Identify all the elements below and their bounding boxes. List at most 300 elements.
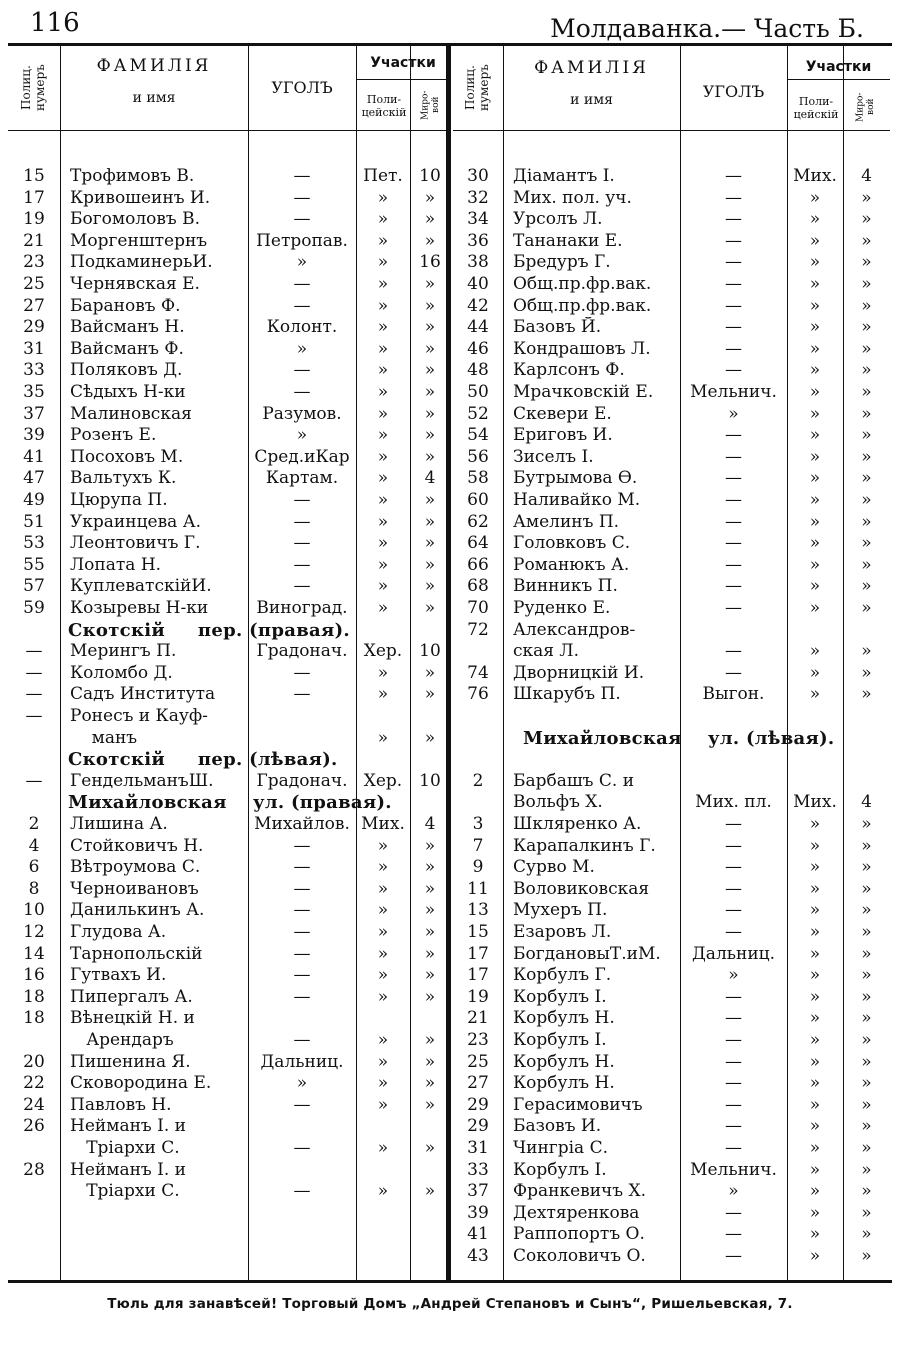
page-number: 116 [30, 8, 80, 38]
cell-num: 51 [23, 511, 45, 532]
cell-num: 17 [467, 965, 489, 986]
cell-name: Тріархи С. [70, 1138, 180, 1158]
cell-num: 33 [467, 1159, 489, 1180]
table-row [8, 512, 450, 534]
cell-name: Общ.пр.фр.вак. [513, 274, 652, 294]
cell-num: 60 [467, 490, 489, 510]
col-header-number: Полиц. нумеръ [463, 64, 491, 112]
cell-num: 41 [467, 1224, 489, 1245]
cell-corner: — [725, 468, 742, 489]
cell-num: 28 [23, 1159, 45, 1180]
cell-mir: » [861, 209, 872, 230]
cell-mir: » [861, 857, 872, 878]
cell-num: 40 [467, 274, 489, 294]
cell-num: 27 [467, 1073, 489, 1094]
table-row [8, 598, 450, 620]
cell-name: Садъ Института [70, 684, 216, 705]
table-row [8, 1008, 450, 1030]
table-row [453, 209, 890, 231]
cell-name: Вайсманъ Ф. [70, 338, 184, 359]
right-table [453, 46, 890, 1280]
cell-mir: 4 [861, 792, 872, 813]
cell-pol: » [377, 468, 389, 489]
cell-name: Ронесъ и Кауф- [70, 706, 208, 726]
cell-name: Моргенштернъ [70, 230, 208, 251]
cell-mir: » [424, 295, 436, 316]
table-row [453, 1008, 890, 1030]
cell-pol: Пет. [363, 166, 403, 186]
cell-mir: » [861, 986, 872, 1007]
cell-pol: » [809, 878, 821, 899]
cell-num: 39 [23, 425, 45, 446]
cell-num: 57 [23, 576, 45, 597]
cell-name: Арендаръ [70, 1030, 174, 1050]
cell-num: 7 [472, 835, 484, 856]
cell-corner: — [293, 900, 311, 921]
cell-pol: » [809, 425, 821, 446]
cell-corner: — [293, 187, 311, 208]
cell-num: 49 [23, 490, 45, 510]
cell-mir: » [861, 533, 872, 554]
table-row [8, 771, 450, 793]
cell-name: Кривошеинъ И. [70, 187, 211, 208]
table-row [8, 1116, 450, 1138]
left-table [8, 46, 450, 1280]
table-row [453, 252, 890, 274]
cell-mir: » [424, 965, 436, 986]
cell-mir: 16 [419, 252, 441, 273]
section-heading-text: Скотскій пер. (лѣвая). [68, 749, 338, 771]
cell-num: 55 [23, 554, 45, 575]
cell-pol: » [809, 533, 821, 554]
cell-num: 20 [23, 1051, 45, 1072]
cell-pol: » [809, 317, 821, 338]
cell-pol: » [809, 338, 821, 359]
table-row [453, 944, 890, 966]
table-row [453, 404, 890, 426]
cell-num: 9 [472, 857, 484, 878]
section-heading [8, 792, 450, 814]
cell-num: 23 [467, 1030, 489, 1050]
cell-num: 25 [467, 1051, 489, 1072]
col-header-sections: Участки [370, 54, 436, 71]
cell-mir: » [424, 360, 436, 381]
cell-num: 6 [28, 857, 40, 878]
cell-mir: » [861, 943, 872, 964]
cell-corner: — [293, 986, 311, 1007]
cell-corner: Виноград. [256, 598, 348, 618]
cell-num: 30 [467, 166, 489, 186]
cell-mir: » [424, 382, 436, 402]
cell-name: Козыревы Н-ки [70, 598, 209, 618]
table-row [8, 1030, 450, 1052]
cell-name: Украинцева А. [70, 511, 201, 532]
cell-mir: » [424, 490, 436, 510]
cell-corner: Колонт. [266, 317, 338, 338]
table-row [453, 339, 890, 361]
cell-pol: » [809, 576, 821, 597]
cell-name: Діамантъ І. [513, 166, 615, 186]
cell-name: Глудова А. [70, 922, 167, 942]
cell-pol: » [809, 295, 821, 316]
cell-name: Нейманъ І. и [70, 1159, 186, 1180]
cell-num: 35 [23, 382, 45, 402]
cell-pol: » [377, 511, 389, 532]
cell-num: 37 [23, 403, 45, 424]
table-row [453, 1160, 890, 1182]
cell-pol: Мих. [793, 166, 837, 186]
cell-mir: 10 [419, 770, 441, 791]
cell-name: Головковъ С. [513, 533, 631, 554]
cell-pol: » [809, 1246, 821, 1266]
cell-corner: — [725, 641, 742, 662]
cell-mir: » [424, 1094, 436, 1115]
cell-num: — [25, 684, 43, 705]
cell-pol: » [377, 1073, 389, 1094]
cell-pol: Хер. [363, 770, 403, 791]
cell-pol: » [377, 274, 389, 294]
cell-pol: » [809, 1181, 821, 1202]
cell-name: Бутрымова Ѳ. [513, 468, 638, 489]
cell-mir: » [424, 403, 436, 424]
cell-pol: » [809, 1073, 821, 1094]
cell-mir: » [424, 598, 436, 618]
cell-mir: » [424, 1051, 436, 1072]
cell-num: 2 [28, 814, 40, 834]
table-row [453, 533, 890, 555]
cell-name: Коломбо Д. [70, 662, 173, 683]
cell-name: Карапалкинъ Г. [513, 835, 656, 856]
cell-corner: — [725, 922, 742, 942]
cell-num: — [25, 641, 43, 662]
table-row [8, 922, 450, 944]
cell-name: Корбулъ І. [513, 1159, 607, 1180]
cell-name: Винникъ П. [513, 576, 618, 597]
cell-corner: » [296, 425, 308, 446]
cell-name: ПодкаминерьИ. [70, 252, 213, 273]
cell-mir: » [424, 1138, 436, 1158]
cell-corner: Мих. пл. [695, 792, 772, 813]
cell-name: Амелинъ П. [513, 511, 620, 532]
table-row [453, 512, 890, 534]
table-row [453, 663, 890, 685]
cell-corner: — [293, 295, 311, 316]
cell-mir: » [861, 1159, 872, 1180]
section-heading-text: Михайловская ул. (лѣвая). [523, 727, 835, 749]
cell-mir: » [424, 274, 436, 294]
cell-pol: » [809, 1051, 821, 1072]
cell-mir: 10 [419, 166, 441, 186]
cell-name: Леонтовичъ Г. [70, 533, 201, 554]
cell-num: 22 [23, 1073, 45, 1094]
cell-name: Шкарубъ П. [513, 684, 621, 705]
cell-mir: » [861, 878, 872, 899]
cell-mir: » [861, 662, 872, 683]
cell-name: КуплеватскійИ. [70, 576, 212, 597]
cell-num: 3 [472, 814, 484, 834]
cell-corner: — [293, 360, 311, 381]
cell-pol: » [377, 209, 389, 230]
cell-mir: » [424, 425, 436, 446]
cell-corner: Картам. [265, 468, 339, 489]
cell-name: БогдановыТ.иМ. [513, 943, 661, 964]
cell-corner: — [725, 490, 742, 510]
cell-pol: » [377, 1030, 389, 1050]
cell-num: 58 [467, 468, 489, 489]
cell-corner: — [293, 878, 311, 899]
table-row [453, 468, 890, 490]
table-row [8, 274, 450, 296]
table-row [453, 166, 890, 188]
blank-row [453, 749, 890, 771]
cell-num: 12 [23, 922, 45, 942]
cell-mir: » [424, 1181, 436, 1202]
table-row [453, 1116, 890, 1138]
cell-corner: Мельнич. [690, 382, 777, 402]
cell-mir: » [424, 554, 436, 575]
cell-corner: — [293, 835, 311, 856]
cell-pol: » [377, 986, 389, 1007]
cell-num: — [25, 662, 43, 683]
cell-num: — [25, 770, 43, 791]
section-heading [453, 728, 890, 750]
cell-mir: 4 [861, 166, 872, 186]
cell-name: ская Л. [513, 641, 579, 662]
table-row [8, 382, 450, 404]
cell-num: 26 [23, 1116, 45, 1137]
cell-name: Тарнопольскій [70, 943, 203, 964]
cell-pol: » [377, 403, 389, 424]
cell-corner: — [725, 576, 742, 597]
table-row [453, 836, 890, 858]
table-row [8, 555, 450, 577]
cell-mir: » [861, 554, 872, 575]
cell-name: Базовъ Й. [513, 317, 602, 338]
cell-num: 32 [467, 187, 489, 208]
cell-corner: — [293, 166, 311, 186]
cell-mir: » [861, 252, 872, 273]
cell-mir: » [861, 274, 872, 294]
table-row [8, 641, 450, 663]
cell-pol: » [809, 1116, 821, 1137]
cell-num: 52 [467, 403, 489, 424]
cell-name: Шкляренко А. [513, 814, 642, 834]
cell-name: Поляковъ Д. [70, 360, 183, 381]
cell-mir: » [861, 1202, 872, 1223]
cell-mir: » [861, 468, 872, 489]
cell-corner: — [725, 446, 742, 467]
cell-corner: — [725, 1008, 742, 1029]
cell-num: 41 [23, 446, 45, 467]
cell-mir: » [861, 295, 872, 316]
cell-name: Герасимовичъ [513, 1094, 643, 1115]
cell-mir: » [861, 403, 872, 424]
table-row [453, 382, 890, 404]
table-row [8, 1073, 450, 1095]
cell-mir: » [861, 338, 872, 359]
cell-pol: » [809, 468, 821, 489]
cell-corner: » [296, 1073, 308, 1094]
cell-corner: — [293, 209, 311, 230]
cell-num: 31 [467, 1138, 489, 1158]
cell-name: Чингріа С. [513, 1138, 608, 1158]
col-header-name-sub: и имя [570, 91, 613, 108]
cell-name: Кондрашовъ Л. [513, 338, 651, 359]
cell-name: Корбулъ І. [513, 986, 607, 1007]
table-row [8, 836, 450, 858]
cell-num: 70 [467, 598, 489, 618]
cell-name: Романюкъ А. [513, 554, 630, 575]
cell-num: 16 [23, 965, 45, 986]
cell-corner: — [725, 1051, 742, 1072]
cell-pol: » [809, 230, 821, 251]
cell-num: 56 [467, 446, 489, 467]
col-header-magistrate: Миро- вой [855, 92, 876, 122]
table-row [453, 771, 890, 793]
table-row [453, 641, 890, 663]
cell-mir: » [861, 835, 872, 856]
table-row [8, 728, 450, 750]
cell-num: 46 [467, 338, 489, 359]
col-header-police: Поли- цейскій [361, 93, 407, 119]
cell-mir: » [861, 187, 872, 208]
cell-pol: » [377, 943, 389, 964]
cell-corner: — [725, 814, 742, 834]
cell-num: 17 [23, 187, 45, 208]
cell-num: 27 [23, 295, 45, 316]
cell-name: Черноивановъ [70, 878, 199, 899]
cell-pol: » [377, 252, 389, 273]
cell-pol: » [809, 1138, 821, 1158]
cell-pol: » [809, 1159, 821, 1180]
cell-name: Сурво М. [513, 857, 595, 878]
cell-name: Мрачковскій Е. [513, 382, 654, 402]
cell-mir: » [861, 1030, 872, 1050]
cell-num: 29 [23, 317, 45, 338]
cell-num: 44 [467, 317, 489, 338]
cell-name: Тріархи С. [70, 1181, 180, 1202]
cell-pol: » [377, 382, 389, 402]
cell-mir: 4 [424, 468, 436, 489]
cell-num: 33 [23, 360, 45, 381]
cell-mir: » [424, 835, 436, 856]
cell-pol: » [809, 360, 821, 381]
cell-name: Ериговъ И. [513, 425, 613, 446]
cell-num: 62 [467, 511, 489, 532]
cell-num: 17 [467, 943, 489, 964]
cell-corner: — [725, 1202, 742, 1223]
table-row [453, 555, 890, 577]
cell-corner: — [293, 533, 311, 554]
cell-name: Корбулъ Н. [513, 1008, 615, 1029]
cell-corner: Мельнич. [690, 1159, 777, 1180]
cell-name: Франкевичъ Х. [513, 1181, 647, 1202]
cell-num: 2 [472, 770, 484, 791]
table-row [453, 814, 890, 836]
cell-mir: » [861, 900, 872, 921]
table-row [453, 922, 890, 944]
cell-corner: — [293, 943, 311, 964]
cell-name: Розенъ Е. [70, 425, 157, 446]
cell-pol: » [377, 598, 389, 618]
cell-num: 14 [23, 943, 45, 964]
cell-corner: — [293, 1030, 311, 1050]
cell-num: 68 [467, 576, 489, 597]
table-row [8, 188, 450, 210]
cell-corner: — [293, 857, 311, 878]
cell-mir: » [424, 857, 436, 878]
cell-pol: » [809, 857, 821, 878]
cell-num: 29 [467, 1094, 489, 1115]
table-row [453, 360, 890, 382]
cell-pol: Мих. [361, 814, 405, 834]
cell-name: Руденко Е. [513, 598, 611, 618]
cell-mir: » [861, 922, 872, 942]
cell-name: манъ [70, 727, 138, 748]
table-row [8, 944, 450, 966]
cell-corner: » [728, 1181, 739, 1202]
cell-corner: — [725, 511, 742, 532]
cell-name: ГендельманъШ. [70, 770, 214, 791]
cell-name: Езаровъ Л. [513, 922, 612, 942]
table-row [453, 1095, 890, 1117]
cell-corner: » [296, 252, 308, 273]
table-row [8, 1052, 450, 1074]
cell-mir: » [424, 209, 436, 230]
table-row [453, 987, 890, 1009]
cell-mir: » [424, 230, 436, 251]
table-row [453, 792, 890, 814]
cell-corner: Михайлов. [254, 814, 350, 834]
table-row [453, 620, 890, 642]
col-header-name-sub: и имя [132, 89, 176, 106]
cell-name: Корбулъ Н. [513, 1073, 615, 1094]
cell-name: Мерингъ П. [70, 641, 177, 662]
cell-pol: » [377, 857, 389, 878]
cell-pol: » [377, 533, 389, 554]
cell-name: Вайсманъ Н. [70, 317, 185, 338]
table-row [8, 468, 450, 490]
cell-corner: Разумов. [262, 403, 342, 424]
table-row [453, 296, 890, 318]
cell-corner: — [293, 490, 311, 510]
cell-corner: — [293, 922, 311, 942]
table-row [8, 1160, 450, 1182]
cell-pol: » [809, 684, 821, 705]
table-row [453, 857, 890, 879]
cell-pol: » [809, 900, 821, 921]
cell-corner: » [728, 403, 739, 424]
cell-pol: » [809, 1030, 821, 1050]
cell-mir: » [424, 1073, 436, 1094]
cell-num: 50 [467, 382, 489, 402]
cell-name: Чернявская Е. [70, 274, 200, 294]
cell-pol: » [809, 252, 821, 273]
cell-num: 48 [467, 360, 489, 381]
cell-corner: — [293, 554, 311, 575]
cell-corner: — [293, 965, 311, 986]
cell-mir: » [861, 1073, 872, 1094]
cell-corner: — [725, 338, 742, 359]
cell-corner: — [293, 382, 311, 402]
section-heading-text: Михайловская ул. (правая). [68, 792, 392, 814]
cell-num: 13 [467, 900, 489, 921]
cell-name: Нейманъ І. и [70, 1116, 186, 1137]
table-row [453, 490, 890, 512]
cell-mir: » [861, 382, 872, 402]
cell-corner: — [293, 274, 311, 294]
cell-pol: » [809, 1224, 821, 1245]
